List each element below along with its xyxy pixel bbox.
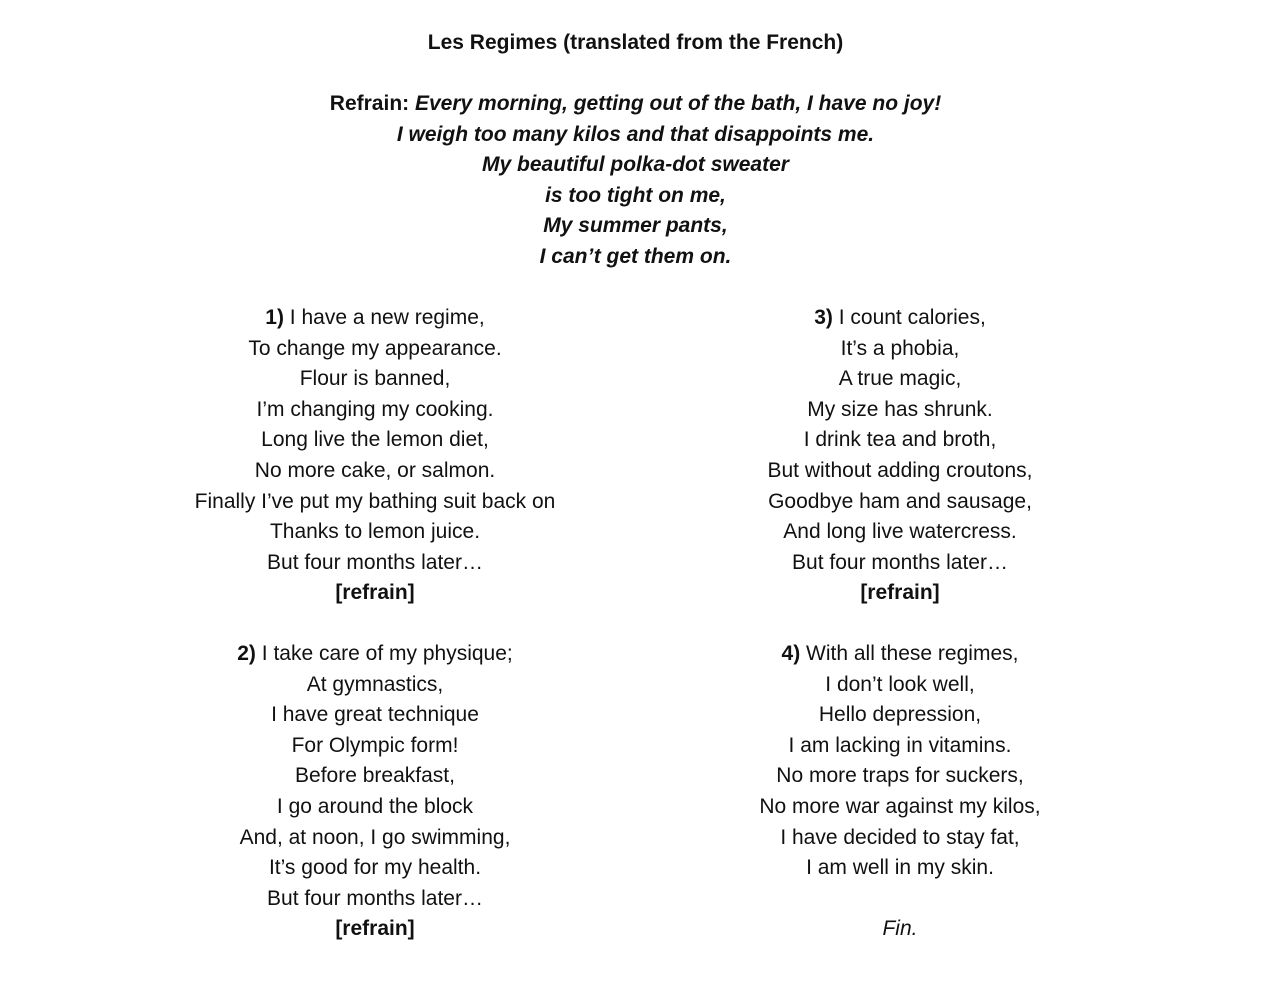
- refrain-tag: [refrain]: [335, 917, 415, 941]
- refrain-label: Refrain:: [329, 92, 410, 115]
- verse-line-text: I take care of my physique;: [261, 642, 513, 665]
- verse-line: To change my appearance.: [248, 336, 502, 360]
- verse-line: Finally I’ve put my bathing suit back on: [194, 489, 556, 513]
- verse-line: For Olympic form!: [291, 733, 459, 757]
- verse-line: And, at noon, I go swimming,: [239, 825, 511, 849]
- verse-number: 4): [781, 642, 801, 665]
- verse-line: My size has shrunk.: [807, 397, 993, 421]
- verse-2: [75, 639, 675, 945]
- verse-line: It’s good for my health.: [268, 856, 482, 880]
- refrain-line: is too tight on me,: [545, 183, 726, 207]
- verse-line-text: With all these regimes,: [806, 642, 1019, 665]
- verse-line: But four months later…: [267, 886, 483, 910]
- refrain-line-text: Every morning, getting out of the bath, I have no joy!: [415, 92, 942, 115]
- refrain-tag: [refrain]: [335, 581, 415, 605]
- verse-line: I am lacking in vitamins.: [788, 733, 1012, 757]
- verse-3: [600, 303, 1200, 609]
- verse-line: But four months later…: [267, 550, 483, 574]
- verse-line: [75, 303, 675, 334]
- verse-line: At gymnastics,: [306, 672, 444, 696]
- verse-line: But without adding croutons,: [767, 458, 1033, 482]
- verse-line: Flour is banned,: [299, 367, 451, 391]
- verse-line: It’s a phobia,: [840, 336, 960, 360]
- verse-number: 1): [265, 306, 284, 329]
- refrain-line: My summer pants,: [543, 214, 728, 238]
- verse-line: No more cake, or salmon.: [254, 458, 496, 482]
- fin-text: Fin.: [882, 917, 918, 941]
- verse-line: I have decided to stay fat,: [780, 825, 1020, 849]
- verse-line: I have great technique: [271, 703, 479, 727]
- verse-line: But four months later…: [792, 550, 1008, 574]
- verse-line: Goodbye ham and sausage,: [768, 489, 1032, 513]
- verse-number: 3): [814, 306, 833, 329]
- verse-line: I don’t look well,: [825, 672, 975, 696]
- verse-line-text: I count calories,: [838, 306, 986, 329]
- verse-number: 2): [237, 642, 256, 665]
- refrain-tag: [refrain]: [860, 581, 940, 605]
- verse-line-text: I have a new regime,: [289, 306, 485, 329]
- verse-line: No more traps for suckers,: [776, 764, 1024, 788]
- verse-line: [75, 639, 675, 670]
- refrain-line: My beautiful polka-dot sweater: [482, 153, 789, 177]
- verse-1: [75, 303, 675, 609]
- verse-line: I am well in my skin.: [806, 856, 994, 880]
- verse-line: No more war against my kilos,: [759, 794, 1041, 818]
- verse-line: And long live watercress.: [783, 520, 1017, 544]
- refrain-line: I can’t get them on.: [539, 244, 732, 268]
- verse-line: A true magic,: [838, 367, 962, 391]
- verse-4: [600, 639, 1200, 945]
- verse-line: [600, 639, 1200, 670]
- verse-line: Thanks to lemon juice.: [269, 520, 481, 544]
- verse-line: I go around the block: [276, 794, 474, 818]
- verse-line: Hello depression,: [818, 703, 982, 727]
- verse-line: [600, 303, 1200, 334]
- verse-line: I’m changing my cooking.: [256, 397, 494, 421]
- refrain-block: [0, 89, 1271, 273]
- verse-line: Before breakfast,: [295, 764, 455, 788]
- blank-line: [600, 884, 1200, 915]
- verse-line: Long live the lemon diet,: [261, 428, 489, 452]
- page-title: Les Regimes (translated from the French): [427, 31, 844, 54]
- refrain-line: I weigh too many kilos and that disappoints me.: [396, 122, 875, 146]
- verse-line: I drink tea and broth,: [803, 428, 997, 452]
- refrain-line: [0, 89, 1271, 120]
